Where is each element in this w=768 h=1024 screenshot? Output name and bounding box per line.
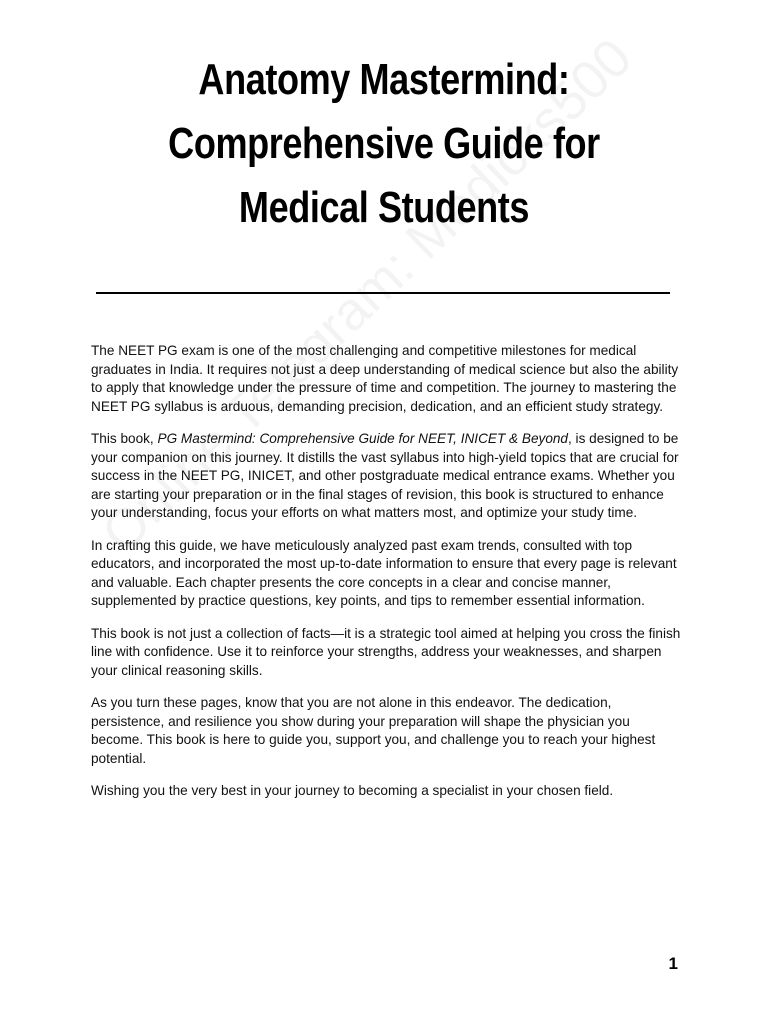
paragraph: As you turn these pages, know that you are not alone in this endeavor. The dedication, persistence, and resilience you show during your preparation will shape the physician you become. This book is here to guide you, support you, and challenge you to reach your highest potential. (91, 695, 656, 766)
paragraph: Wishing you the very best in your journey to becoming a specialist in your chosen field. (91, 783, 614, 798)
title-line: Anatomy Mastermind: (198, 55, 570, 104)
page-number: 1 (668, 954, 678, 973)
title-divider (96, 292, 670, 294)
paragraph: In crafting this guide, we have meticulously analyzed past exam trends, consulted with top educators, and incorporated the most up-to-date information to ensure that every page is relevant and valuable. Each chapter presents the core concepts in a clear and concise manner, supplemented by practice questions, key points, and tips to remember essential information. (91, 537, 677, 608)
paragraph: The NEET PG exam is one of the most challenging and competitive milestones for medical graduates in India. It requires not just a deep understanding of medical science but also the ability to apply that knowledge under the pressure of time and competition. The journey to mastering the NEET PG syllabus is arduous, demanding precision, dedication, and an efficient study strategy. (91, 343, 679, 414)
paragraph (91, 430, 681, 523)
paragraph-text: This book, (91, 431, 158, 446)
book-title-italic: PG Mastermind: Comprehensive Guide for NEET, INICET & Beyond (157, 431, 568, 446)
body-text (91, 342, 681, 815)
paragraph: This book is not just a collection of facts—it is a strategic tool aimed at helping you cross the finish line with confidence. Use it to reinforce your strengths, address your weaknesses, and sharpen your clinical reasoning skills. (91, 625, 681, 678)
paragraph-text: , is designed to be your companion on this journey. It distills the vast syllabus into high-yield topics that are crucial for success in the NEET PG, INICET, and other postgraduate medical entrance exams. Whether you are starting your preparation or in the final stages of revision, this book is structured to enhance your understanding, focus your efforts on what matters most, and optimize your study time. (91, 431, 679, 520)
title-line: Comprehensive Guide for (168, 119, 600, 168)
title-line: Medical Students (238, 183, 530, 232)
page-title (69, 48, 699, 240)
